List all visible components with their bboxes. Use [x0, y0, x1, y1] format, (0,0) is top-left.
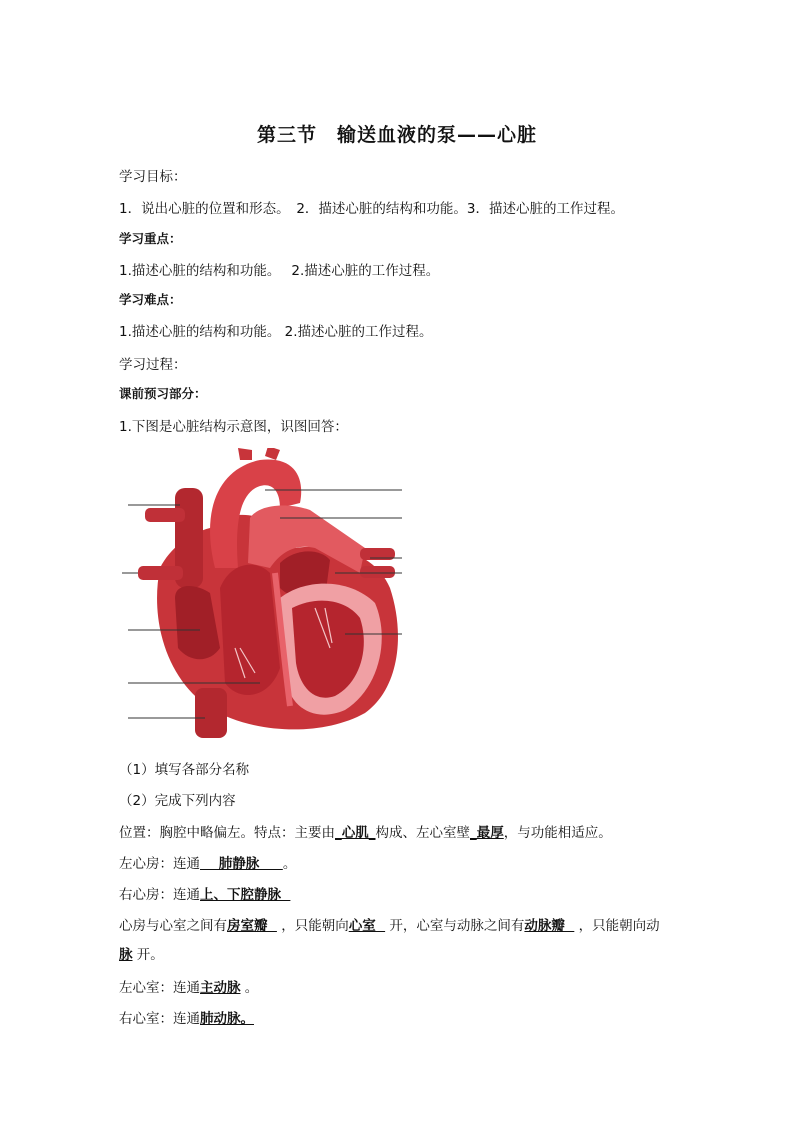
valves-text-5: 开。 [132, 947, 164, 963]
valves-text-4: ，只能朝向动 [574, 918, 660, 934]
answer-artery: 脉 [119, 947, 133, 963]
objectives-heading: 学习目标： [119, 169, 187, 185]
right-atrium-line [119, 883, 290, 903]
difficulties-heading: 学习难点： [119, 292, 182, 307]
position-line [119, 821, 612, 841]
answer-myocardium: _心肌_ [335, 825, 376, 841]
valves-text-1: 心房与心室之间有 [119, 918, 227, 934]
heart-diagram [120, 448, 410, 738]
sub-question-2: （2）完成下列内容 [119, 793, 236, 809]
answer-pulmonary-artery: 肺动脉。 [200, 1011, 254, 1027]
sub-question-1: （1）填写各部分名称 [119, 762, 250, 778]
page-title: 第三节 输送血液的泵——心脏 [256, 124, 537, 146]
difficulties-items: 1.描述心脏的结构和功能。 2.描述心脏的工作过程。 [119, 324, 433, 340]
valves-line [119, 914, 660, 934]
left-ventricle-line [119, 976, 258, 996]
objectives-items: 1．说出心脏的位置和形态。 2．描述心脏的结构和功能。3．描述心脏的工作过程。 [119, 201, 625, 217]
inferior-vena-cava [195, 688, 227, 738]
answer-ventricle: 心室 [348, 918, 386, 934]
position-suffix: ，与功能相适应。 [503, 825, 612, 841]
left-atrium-line [119, 852, 296, 872]
valves-text-2: ，只能朝向 [276, 918, 349, 934]
right-ventricle [220, 565, 280, 695]
right-ventricle-line [119, 1007, 254, 1027]
answer-thickest: _最厚 [470, 825, 504, 841]
right-atrium-prefix: 右心房：连通 [119, 887, 200, 903]
answer-aorta: 主动脉 [200, 980, 241, 996]
process-heading: 学习过程： [119, 357, 187, 373]
question-1: 1.下图是心脏结构示意图，识图回答： [119, 419, 348, 435]
left-atrium-suffix: 。 [282, 856, 297, 872]
right-ventricle-prefix: 右心室：连通 [119, 1011, 200, 1027]
key-points-heading: 学习重点： [119, 231, 182, 246]
left-atrium-prefix: 左心房：连通 [119, 856, 200, 872]
answer-av-valve: 房室瓣 [227, 918, 277, 934]
answer-arterial-valve: 动脉瓣 [524, 918, 575, 934]
position-mid: 构成、左心室壁 [375, 825, 470, 841]
left-ventricle-suffix: 。 [240, 980, 259, 996]
position-prefix: 位置：胸腔中略偏左。特点：主要由 [119, 825, 335, 841]
answer-pulmonary-vein: 肺静脉 [200, 856, 283, 872]
valves-text-3: 开，心室与动脉之间有 [385, 918, 525, 934]
preview-heading: 课前预习部分： [119, 386, 207, 401]
answer-vena-cava: 上、下腔静脉 [200, 887, 291, 903]
valves-line-2 [119, 943, 164, 963]
left-ventricle-prefix: 左心室：连通 [119, 980, 200, 996]
key-points-items: 1.描述心脏的结构和功能。 2.描述心脏的工作过程。 [119, 263, 440, 279]
